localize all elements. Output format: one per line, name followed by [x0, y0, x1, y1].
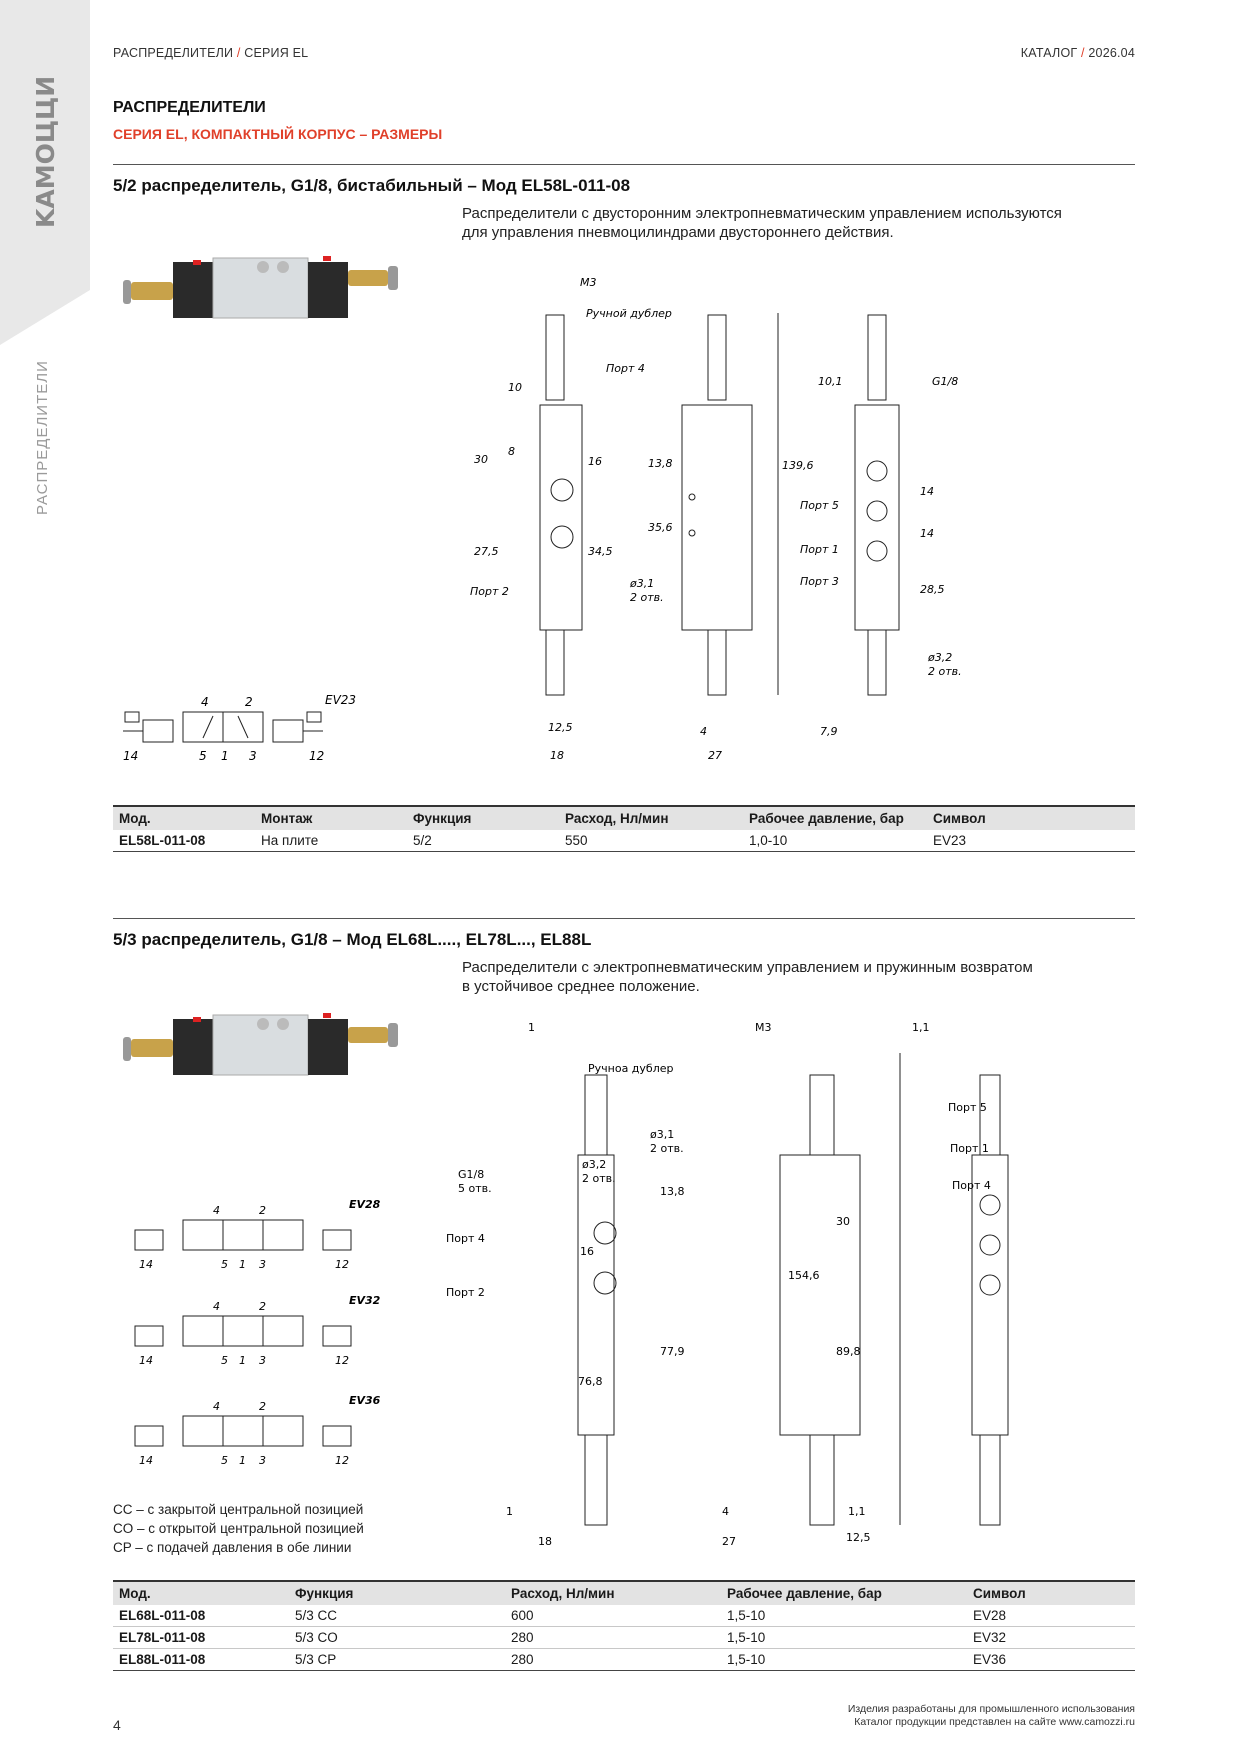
svg-text:ø3,1: ø3,1	[650, 1128, 675, 1141]
svg-text:30: 30	[474, 453, 488, 466]
svg-text:ø3,2: ø3,2	[582, 1158, 607, 1171]
svg-text:5 отв.: 5 отв.	[458, 1182, 492, 1195]
svg-text:4: 4	[722, 1505, 729, 1518]
valve-photo-2	[113, 995, 428, 1085]
legend-item: CC – с закрытой центральной позицией	[113, 1502, 364, 1517]
svg-text:1: 1	[239, 1354, 246, 1367]
svg-text:Порт 5: Порт 5	[948, 1101, 987, 1114]
svg-text:M3: M3	[580, 276, 597, 289]
svg-text:18: 18	[550, 749, 564, 762]
svg-text:EV36: EV36	[349, 1394, 381, 1407]
svg-text:12: 12	[335, 1454, 349, 1467]
footer-note: Изделия разработаны для промышленного использования Каталог продукции представлен на сайте www.camozzi.ru	[847, 1703, 1135, 1728]
dimension-drawing-2	[446, 1015, 1130, 1560]
center-position-legend	[113, 1500, 364, 1557]
divider	[113, 164, 1135, 165]
col-function: Функция	[407, 806, 559, 830]
svg-text:5: 5	[221, 1454, 228, 1467]
svg-text:14: 14	[920, 527, 934, 540]
sidebar	[0, 0, 90, 1754]
table-row: EL58L-011-08 На плите 5/2 550 1,0-10 EV23	[113, 830, 1135, 852]
symbols-5-3	[113, 1190, 393, 1480]
svg-text:13,8: 13,8	[648, 457, 673, 470]
svg-text:27,5: 27,5	[474, 545, 499, 558]
website-link[interactable]: Каталог продукции представлен на сайте www.camozzi.ru	[854, 1716, 1135, 1728]
svg-text:Порт 4: Порт 4	[952, 1179, 991, 1192]
svg-text:G1/8: G1/8	[932, 375, 959, 388]
svg-text:1: 1	[221, 749, 229, 763]
section1-description: Распределители с двусторонним электропневматическим управлением используются для управления пневмоцилиндрами двустороннего действия.	[462, 205, 1062, 241]
svg-text:3: 3	[259, 1454, 266, 1467]
svg-text:2 отв.: 2 отв.	[630, 591, 664, 604]
svg-text:ø3,1: ø3,1	[630, 577, 655, 590]
svg-text:Порт 2: Порт 2	[470, 585, 509, 598]
svg-text:Ручноа дублер: Ручноа дублер	[588, 1062, 674, 1075]
col-flow: Расход, Нл/мин	[559, 806, 743, 830]
svg-text:34,5: 34,5	[588, 545, 613, 558]
col-symbol: Символ	[927, 806, 1135, 830]
svg-text:1,1: 1,1	[848, 1505, 866, 1518]
svg-text:2: 2	[259, 1204, 266, 1217]
svg-text:EV28: EV28	[349, 1198, 381, 1211]
svg-text:G1/8: G1/8	[458, 1168, 485, 1181]
brand-logo-text: KAMOЦЦИ	[31, 75, 60, 228]
svg-text:2: 2	[259, 1300, 266, 1313]
col-mod: Мод.	[113, 806, 255, 830]
svg-text:16: 16	[588, 455, 602, 468]
svg-text:2 отв.: 2 отв.	[650, 1142, 684, 1155]
svg-text:35,6: 35,6	[648, 521, 673, 534]
page-subtitle: СЕРИЯ EL, КОМПАКТНЫЙ КОРПУС – РАЗМЕРЫ	[113, 126, 443, 142]
svg-text:30: 30	[836, 1215, 850, 1228]
svg-text:Порт 4: Порт 4	[606, 362, 645, 375]
breadcrumb-series[interactable]: СЕРИЯ EL	[244, 46, 309, 60]
svg-text:1: 1	[239, 1454, 246, 1467]
svg-text:1: 1	[528, 1021, 535, 1034]
valve-photo-1	[113, 240, 428, 330]
svg-text:3: 3	[249, 749, 257, 763]
svg-text:139,6: 139,6	[782, 459, 814, 472]
catalog-label: КАТАЛОГ	[1020, 46, 1078, 60]
col-mount: Монтаж	[255, 806, 407, 830]
col-mod: Мод.	[113, 1581, 289, 1605]
svg-text:4: 4	[213, 1400, 220, 1413]
brand-logo	[27, 75, 63, 230]
table-row: EL88L-011-08 5/3 CP 280 1,5-10 EV36	[113, 1649, 1135, 1671]
catalog-date-value: 2026.04	[1088, 46, 1135, 60]
svg-text:Порт 5: Порт 5	[800, 499, 839, 512]
table-row: EL78L-011-08 5/3 CO 280 1,5-10 EV32	[113, 1627, 1135, 1649]
section2-title: 5/3 распределитель, G1/8 – Мод EL68L...., EL78L..., EL88L	[113, 930, 592, 949]
breadcrumb-section[interactable]: РАСПРЕДЕЛИТЕЛИ	[113, 46, 234, 60]
page-number: 4	[113, 1717, 121, 1733]
section1-title: 5/2 распределитель, G1/8, бистабильный – Мод EL58L-011-08	[113, 176, 631, 195]
svg-text:5: 5	[221, 1258, 228, 1271]
svg-text:89,8: 89,8	[836, 1345, 861, 1358]
svg-text:28,5: 28,5	[920, 583, 945, 596]
svg-text:Ручной дублер: Ручной дублер	[586, 307, 672, 320]
svg-text:12: 12	[335, 1354, 349, 1367]
spec-table-2	[113, 1580, 1135, 1671]
svg-text:2 отв.: 2 отв.	[928, 665, 962, 678]
svg-text:4: 4	[213, 1204, 220, 1217]
svg-text:10: 10	[508, 381, 522, 394]
svg-text:10,1: 10,1	[818, 375, 843, 388]
svg-text:4: 4	[201, 695, 209, 709]
svg-text:EV32: EV32	[349, 1294, 381, 1307]
svg-text:14: 14	[139, 1454, 153, 1467]
col-function: Функция	[289, 1581, 505, 1605]
svg-text:5: 5	[199, 749, 207, 763]
section2-description: Распределители с электропневматическим управлением и пружинным возвратом в устойчивое среднее положение.	[462, 959, 1033, 995]
svg-text:M3: M3	[755, 1021, 772, 1034]
svg-text:1: 1	[506, 1505, 513, 1518]
sidebar-section-label: РАСПРЕДЕЛИТЕЛИ	[34, 360, 51, 515]
svg-text:3: 3	[259, 1258, 266, 1271]
catalog-date: КАТАЛОГ / 2026.04	[1020, 46, 1135, 60]
svg-text:Порт 2: Порт 2	[446, 1286, 485, 1299]
svg-text:77,9: 77,9	[660, 1345, 685, 1358]
svg-text:5: 5	[221, 1354, 228, 1367]
col-flow: Расход, Нл/мин	[505, 1581, 721, 1605]
svg-text:154,6: 154,6	[788, 1269, 820, 1282]
svg-text:2: 2	[245, 695, 253, 709]
svg-text:Порт 1: Порт 1	[800, 543, 839, 556]
svg-text:ø3,2: ø3,2	[928, 651, 953, 664]
table-header-row	[113, 1581, 1135, 1605]
table-header-row	[113, 806, 1135, 830]
dimension-drawing-1	[470, 275, 1140, 785]
svg-text:16: 16	[580, 1245, 594, 1258]
svg-text:4: 4	[213, 1300, 220, 1313]
col-pressure: Рабочее давление, бар	[721, 1581, 967, 1605]
page-title: РАСПРЕДЕЛИТЕЛИ	[113, 99, 266, 116]
svg-text:2: 2	[259, 1400, 266, 1413]
legend-item: CP – с подачей давления в обе линии	[113, 1540, 352, 1555]
spec-table-1	[113, 805, 1135, 852]
breadcrumb: РАСПРЕДЕЛИТЕЛИ / СЕРИЯ EL	[113, 46, 309, 60]
svg-text:1,1: 1,1	[912, 1021, 930, 1034]
svg-text:EV23: EV23	[325, 693, 357, 707]
svg-text:27: 27	[708, 749, 722, 762]
legend-item: CO – с открытой центральной позицией	[113, 1521, 364, 1536]
symbol-ev23	[113, 680, 363, 770]
svg-text:12,5: 12,5	[548, 721, 573, 734]
svg-text:7,9: 7,9	[820, 725, 838, 738]
svg-text:Порт 1: Порт 1	[950, 1142, 989, 1155]
svg-text:76,8: 76,8	[578, 1375, 603, 1388]
table-row: EL68L-011-08 5/3 CC 600 1,5-10 EV28	[113, 1605, 1135, 1627]
svg-text:Порт 3: Порт 3	[800, 575, 839, 588]
svg-text:3: 3	[259, 1354, 266, 1367]
divider	[113, 918, 1135, 919]
svg-text:14: 14	[139, 1258, 153, 1271]
col-pressure: Рабочее давление, бар	[743, 806, 927, 830]
svg-text:27: 27	[722, 1535, 736, 1548]
svg-text:12: 12	[309, 749, 325, 763]
svg-text:12: 12	[335, 1258, 349, 1271]
svg-text:14: 14	[123, 749, 139, 763]
svg-text:14: 14	[920, 485, 934, 498]
svg-text:12,5: 12,5	[846, 1531, 871, 1544]
svg-text:1: 1	[239, 1258, 246, 1271]
svg-text:13,8: 13,8	[660, 1185, 685, 1198]
svg-text:18: 18	[538, 1535, 552, 1548]
col-symbol: Символ	[967, 1581, 1135, 1605]
svg-text:8: 8	[508, 445, 515, 458]
svg-text:2 отв.: 2 отв.	[582, 1172, 616, 1185]
svg-text:14: 14	[139, 1354, 153, 1367]
svg-text:Порт 4: Порт 4	[446, 1232, 485, 1245]
svg-text:4: 4	[700, 725, 707, 738]
